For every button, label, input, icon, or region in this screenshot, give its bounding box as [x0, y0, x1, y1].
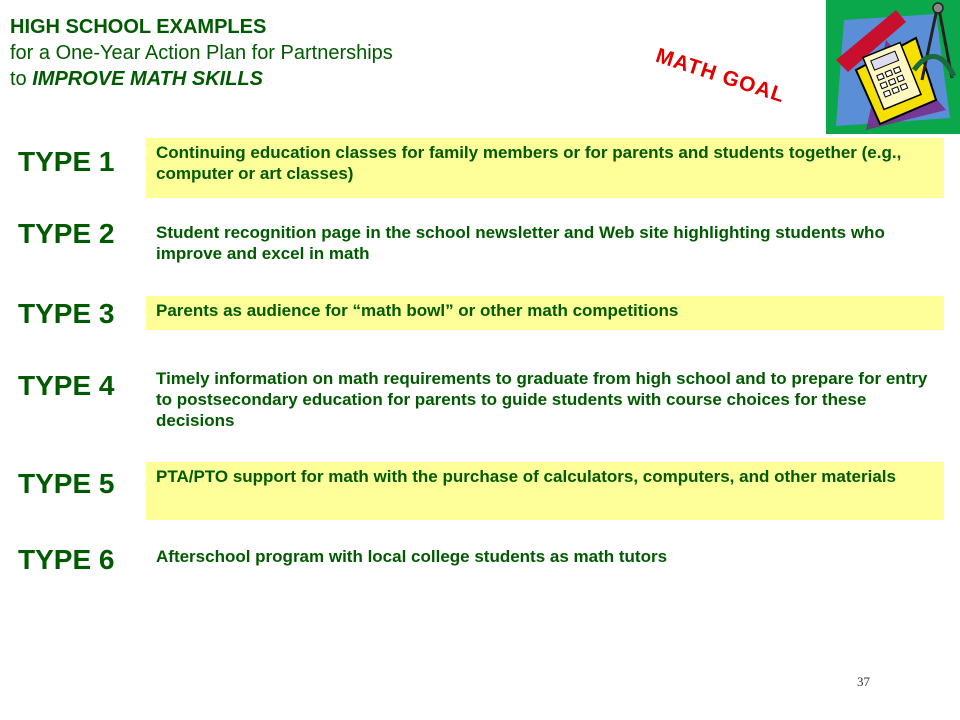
type-1-description: Continuing education classes for family members or for parents and students together (e.g., computer or art classes): [146, 138, 944, 198]
type-5-description: PTA/PTO support for math with the purchase of calculators, computers, and other materials: [146, 462, 944, 520]
goal-prefix: to: [10, 68, 33, 90]
type-4-label: TYPE 4: [18, 370, 115, 401]
type-1-label: TYPE 1: [18, 146, 115, 177]
type-5-label: TYPE 5: [18, 468, 115, 499]
slide-title: HIGH SCHOOL EXAMPLES: [10, 16, 267, 38]
slide-header: [10, 14, 570, 92]
type-6-label: TYPE 6: [18, 544, 115, 575]
math-goal-badge: MATH GOAL: [652, 44, 789, 108]
type-4-description: Timely information on math requirements to graduate from high school and to prepare for entry to postsecondary education for parents to guide students with course choices for these decisions: [156, 369, 928, 430]
page-number: 37: [857, 674, 870, 689]
type-3-description: Parents as audience for “math bowl” or other math competitions: [146, 296, 944, 330]
goal-emphasis: IMPROVE MATH SKILLS: [32, 68, 263, 90]
slide-goal-line: [10, 66, 570, 92]
math-tools-clipart-icon: [826, 0, 960, 134]
type-2-description: Student recognition page in the school newsletter and Web site highlighting students who improve and excel in math: [156, 223, 885, 263]
type-2-label: TYPE 2: [18, 218, 115, 249]
type-6-description: Afterschool program with local college students as math tutors: [156, 547, 668, 566]
slide-subtitle: for a One-Year Action Plan for Partnerships: [10, 42, 393, 64]
type-3-label: TYPE 3: [18, 298, 115, 329]
